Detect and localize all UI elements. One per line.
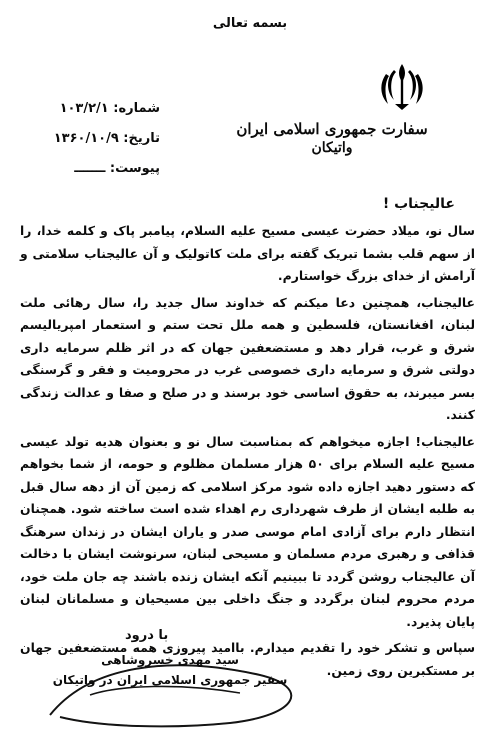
signatory-title: سفیر جمهوری اسلامی ایران در واتیکان: [52, 673, 288, 687]
letter-date: تاریخ: ۱۳۶۰/۱۰/۹: [53, 131, 160, 146]
emblem-icon: [380, 60, 424, 112]
signoff: با درود: [125, 628, 169, 643]
invocation-heading: بسمه تعالی: [212, 16, 288, 31]
signature-block: [40, 650, 300, 690]
body-paragraph: عالیجناب، همچنین دعا میکنم که خداوند سال جدید را، سال رهائی ملت لبنان، افغانستان، فلسطین و همه ملل تحت ستم و استعمار امپریالیسم شرق و غرب، قرار دهد و مستضعفین جهان که در اثر ظلم سرمایه داری دولتی شرق و سرمایه داری خصوصی غرب در محرومیت و فقر و گرسنگی بسر میبرند، به حقوق اساسی خود برسند و در صلح و صفا و عدالت زندگی کنند.: [20, 294, 475, 422]
body-paragraph: سال نو، میلاد حضرت عیسی مسیح علیه السلام، پیامبر پاک و کلمه خدا، را از سهم قلب بشما تبریک گفته برای ملت کاتولیک و آن عالیجناب سلامتی و آرامش از خدای بزرگ خواستارم.: [20, 223, 475, 283]
embassy-name: سفارت جمهوری اسلامی ایران: [236, 120, 428, 138]
letterhead: [232, 120, 432, 156]
letter-number: شماره: ۱۰۳/۲/۱: [59, 101, 160, 116]
letter-meta: [40, 94, 160, 184]
body-paragraph: سپاس و تشکر خود را تقدیم میدارم. باامید پیروزی همه مستضعفین جهان بر مستکبرین روی زمین.: [20, 640, 475, 678]
signatory-name: سید مهدی خسروشاهی: [101, 653, 239, 667]
letter-attachment: پیوست: ـــــــ: [74, 161, 160, 176]
letter-body: [20, 220, 475, 686]
salutation: عالیجناب !: [382, 196, 455, 212]
embassy-location: واتیکان: [311, 140, 353, 156]
body-paragraph: عالیجناب! اجازه میخواهم که بمناسبت سال نو و بعنوان هدیه تولد عیسی مسیح علیه السلام برای ۵۰ هزار مسلمان مظلوم و حومه، از شما بخواهم که دستور دهید اجازه داده شود مرکز اسلامی که زمین آن از دهه سال قبل به طلبه ایشان از طرف شهرداری رم اهداء شده است ساخته شود. همچنان انتظار دارم برای آزادی امام موسی صدر و یاران ایشان در زندان سرهنگ قذافی و رهبری مردم مسلمان و مسیحی لبنان، سرنوشت ایشان با دخالت آن عالیجناب روشن گردد تا ببینیم آنکه ایشان زنده باشند چه جان ملت خود، مردم محروم لبنان برگردد و جنگ داخلی بین مسیحیان و مسلمانان لبنان پایان پذیرد.: [20, 433, 476, 629]
